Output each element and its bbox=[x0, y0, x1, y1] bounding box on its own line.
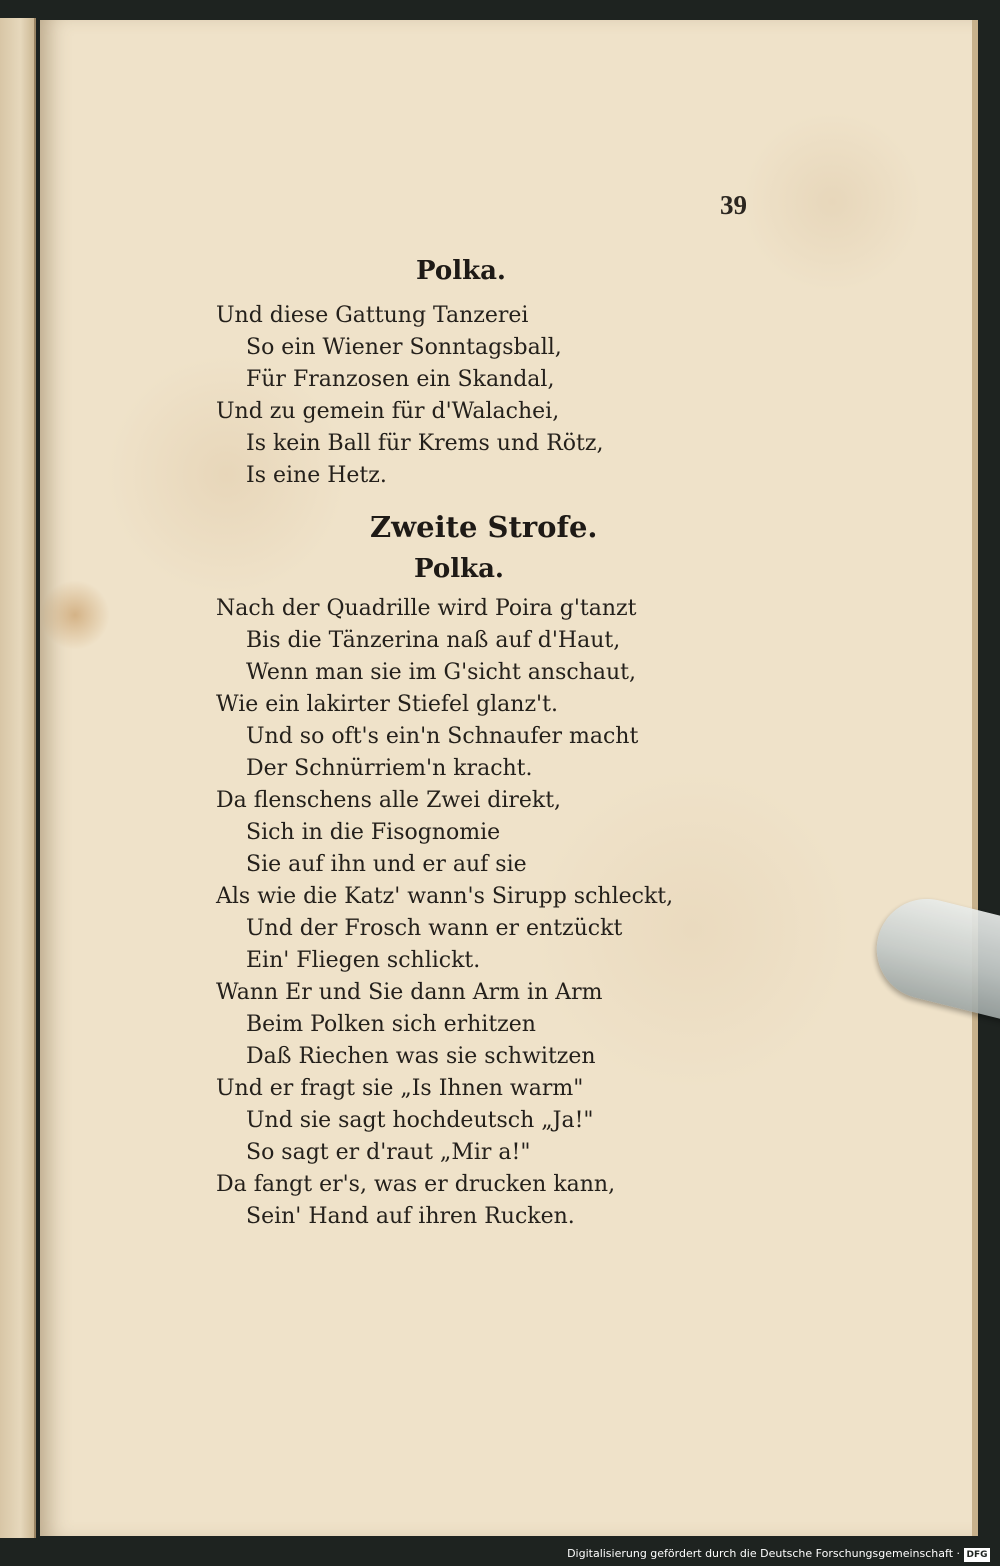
verse-line: Da fangt er's, was er drucken kann, bbox=[216, 1172, 616, 1197]
verse-line: Wenn man sie im G'sicht anschaut, bbox=[246, 660, 636, 685]
verse-line: Und sie sagt hochdeutsch „Ja!" bbox=[246, 1108, 594, 1133]
verse-line: Wann Er und Sie dann Arm in Arm bbox=[216, 980, 603, 1005]
verse-line: Sie auf ihn und er auf sie bbox=[246, 852, 527, 877]
strophe-title: Zweite Strofe. bbox=[370, 510, 598, 544]
verse-line: Is eine Hetz. bbox=[246, 463, 387, 488]
verse-line: Daß Riechen was sie schwitzen bbox=[246, 1044, 596, 1069]
verse-line: Sich in die Fisognomie bbox=[246, 820, 501, 845]
section-heading-polka-2: Polka. bbox=[414, 554, 504, 584]
verse-line: Und zu gemein für d'Walachei, bbox=[216, 399, 560, 424]
page-number: 39 bbox=[720, 190, 747, 220]
verse-line: Und er fragt sie „Is Ihnen warm" bbox=[216, 1076, 584, 1101]
verse-line: So sagt er d'raut „Mir a!" bbox=[246, 1140, 531, 1165]
dfg-logo: DFG bbox=[964, 1548, 990, 1562]
verse-line: Und diese Gattung Tanzerei bbox=[216, 303, 529, 328]
verse-line: Bis die Tänzerina naß auf d'Haut, bbox=[246, 628, 621, 653]
verse-line: Als wie die Katz' wann's Sirupp schleckt, bbox=[216, 884, 674, 909]
stanza-1 bbox=[216, 300, 816, 492]
book-page bbox=[40, 20, 978, 1536]
verse-line: Und so oft's ein'n Schnaufer macht bbox=[246, 724, 639, 749]
previous-page-edge bbox=[0, 18, 36, 1538]
verse-line: Der Schnürriem'n kracht. bbox=[246, 756, 533, 781]
verse-line: Und der Frosch wann er entzückt bbox=[246, 916, 623, 941]
verse-line: Für Franzosen ein Skandal, bbox=[246, 367, 555, 392]
verse-line: Wie ein lakirter Stiefel glanz't. bbox=[216, 692, 558, 717]
verse-line: Da flenschens alle Zwei direkt, bbox=[216, 788, 562, 813]
section-heading-polka: Polka. bbox=[416, 256, 506, 286]
verse-line: Ein' Fliegen schlickt. bbox=[246, 948, 481, 973]
verse-line: Beim Polken sich erhitzen bbox=[246, 1012, 536, 1037]
verse-line: Sein' Hand auf ihren Rucken. bbox=[246, 1204, 575, 1229]
verse-line: So ein Wiener Sonntagsball, bbox=[246, 335, 562, 360]
verse-line: Is kein Ball für Krems und Rötz, bbox=[246, 431, 604, 456]
page-stain bbox=[40, 580, 110, 650]
stanza-2 bbox=[216, 593, 816, 1233]
verse-line: Nach der Quadrille wird Poira g'tanzt bbox=[216, 596, 637, 621]
digitization-credit: Digitalisierung gefördert durch die Deutsche Forschungsgemeinschaft · bbox=[567, 1547, 960, 1560]
